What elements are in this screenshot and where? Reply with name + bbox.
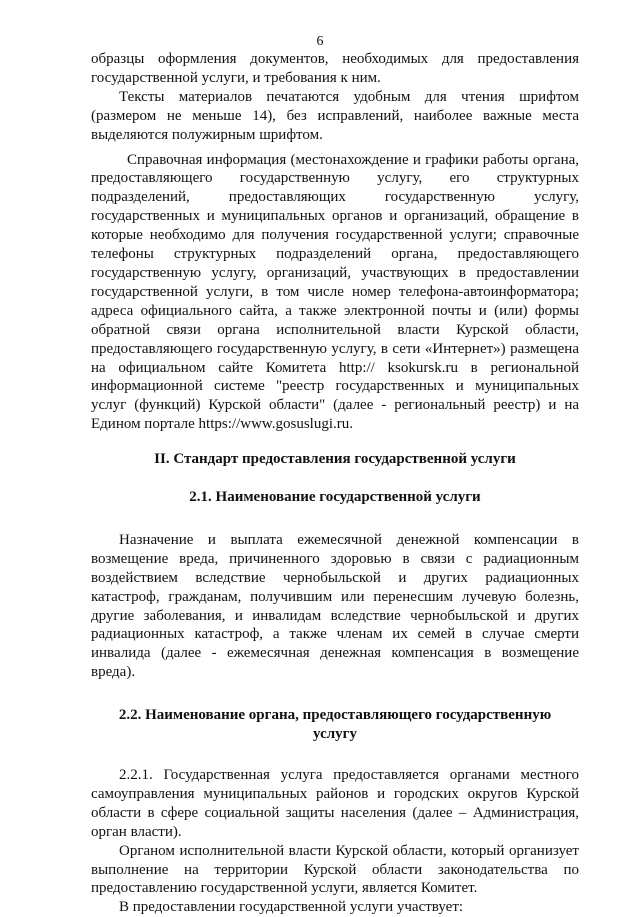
paragraph-continuation: образцы оформления документов, необходимых для предоставления государственной услуги, и требования к ним. [91,51,579,86]
paragraph-reference-info: Справочная информация (местонахождение и графики работы органа, предоставляющего государственную услугу, его структурных подразделений, предоставляющих государственную услугу, государственных и муниципальных органов и организаций, обращение в которые необходимо для получения государственной услуги; справочные телефоны структурных подразделений органа, предоставляющего государственную услугу, организаций, участвующих в предоставлении государственной услуги, в том числе номер телефона-автоинформатора; адреса официального сайта, а также электронной почты и (или) формы обратной связи органа исполнительной власти Курской области, предоставляющего государственную услугу, в сети «Интернет») размещена на официальном сайте Комитета http:// ksokursk.ru в региональной информационной системе "реестр государственных и муниципальных услуг (функций) Курской области" (далее - региональный реестр) и на Едином портале https://www.gosuslugi.ru. [91,151,579,433]
document-body [91,50,579,917]
paragraph-executive-body: Органом исполнительной власти Курской области, который организует выполнение на территории Курской области законодательства по предоставлению государственной услуги, является Комитет. [91,842,579,897]
subsection-heading-2-2 [91,706,579,744]
subsection-heading-2-1: 2.1. Наименование государственной услуги [189,489,481,506]
subsection-heading-2-2-line2: услугу [313,726,357,743]
section-heading: II. Стандарт предоставления государственной услуги [154,451,516,468]
subsection-heading-2-2-line1: 2.2. Наименование органа, предоставляющего государственную [118,707,552,724]
paragraph-2-2-1: 2.2.1. Государственная услуга предоставляется органами местного самоуправления муниципальных районов и городских округов Курской области в сфере социальной защиты населения (далее – Администрация, орган власти). [91,767,579,840]
paragraph-font-requirements: Тексты материалов печатаются удобным для чтения шрифтом (размером не меньше 14), без исправлений, наиболее важные места выделяются полужирным шрифтом. [91,88,579,143]
page-number: 6 [316,34,324,49]
paragraph-participants: В предоставлении государственной услуги участвует: [119,899,464,916]
paragraph-service-name: Назначение и выплата ежемесячной денежной компенсации в возмещение вреда, причиненного здоровью в связи с радиационным воздействием вследствие чернобыльской и других радиационных катастроф, гражданам, получившим или перенесшим лучевую болезнь, другие заболевания, и инвалидам вследствие чернобыльской и других радиационных катастроф, а также членам их семей в случае смерти инвалида (далее - ежемесячная денежная компенсация в возмещение вреда). [91,531,579,681]
